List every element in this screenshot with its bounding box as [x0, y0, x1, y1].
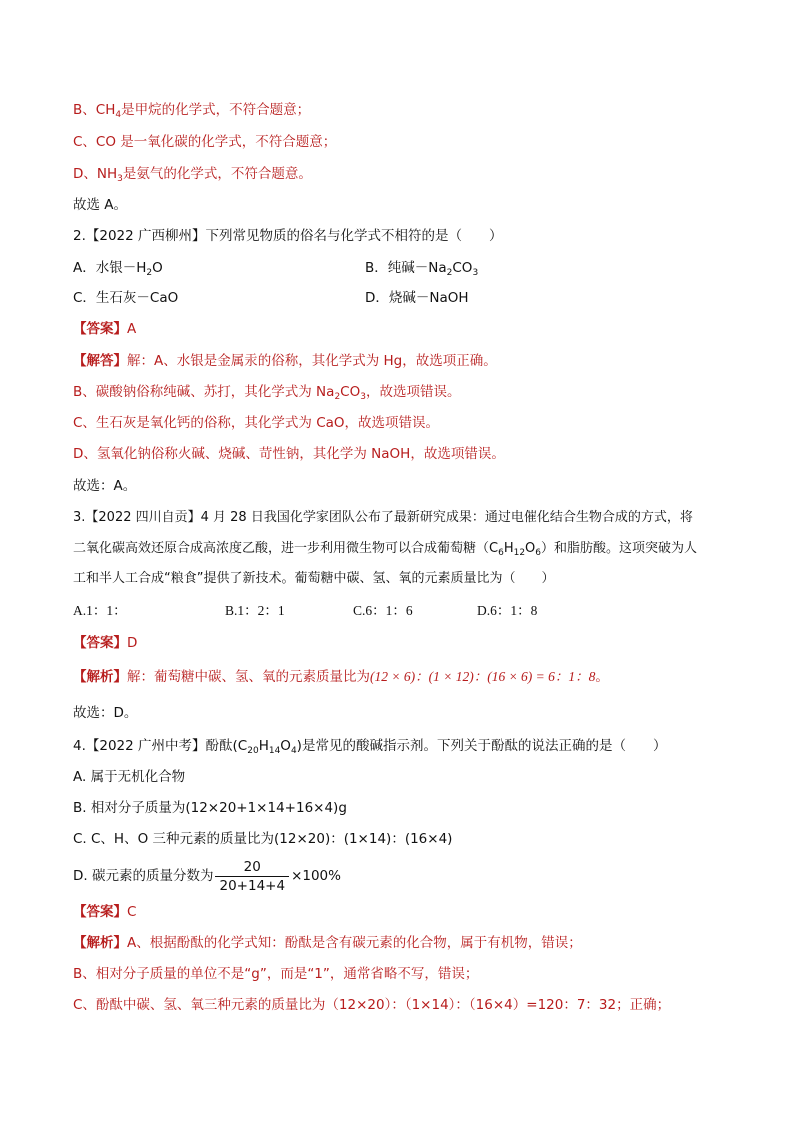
q1-option-c-explanation: C、CO 是一氧化碳的化学式，不符合题意； — [73, 134, 337, 150]
q3-explanation-formula: (12 × 6)：(1 × 12)：(16 × 6) = 6：1：8 — [370, 669, 596, 684]
q3-option-c: C.6：1：6 — [353, 603, 413, 618]
q3-option-a: A.1：1： — [73, 603, 127, 618]
q2-option-d: D．烧碱－NaOH — [365, 290, 469, 306]
q4-answer: 【答案】C — [73, 904, 137, 920]
q2-option-b: B．纯碱$-Na_2CO_3$ — [365, 260, 479, 278]
q3-answer: 【答案】D — [73, 635, 138, 651]
q2-choice: 故选：A。 — [73, 478, 137, 494]
q2-option-a: A．水银$-H_2O$ — [73, 260, 163, 278]
q3-stem-line-2: 二氧化碳高效还原合成高浓度乙酸，进一步利用微生物可以合成葡萄糖$(C_6H_{12}O_6)$和脂肪酸。这项突破为人 — [73, 541, 698, 558]
q2-explanation-4: D、氢氧化钠俗称火碱、烧碱、苛性钠，其化学为 NaOH，故选项错误。 — [73, 446, 505, 462]
q4-option-d-fraction: $\frac{20}{20+14+4}$ — [215, 858, 289, 895]
q3-explanation: 【解析】解：葡萄糖中碳、氢、氧的元素质量比为(12 × 6)：(1 × 12)：(16 × 6) = 6：1：8。 — [73, 669, 609, 685]
q2-explanation-3: C、生石灰是氧化钙的俗称，其化学式为 CaO，故选项错误。 — [73, 415, 440, 431]
q2-stem: 2.【2022 广西柳州】下列常见物质的俗名与化学式不相符的是（ ） — [73, 228, 503, 244]
q4-option-c: C. C、H、O 三种元素的质量比为(12×20)：(1×14)：(16×4) — [73, 831, 453, 847]
q2-option-c: C．生石灰－CaO — [73, 290, 179, 306]
q4-explanation-3: C、酚酞中碳、氢、氧三种元素的质量比为（12×20）：（1×14）：（16×4）=120：7：32；正确； — [73, 997, 671, 1013]
q2-options-row-1 — [73, 259, 733, 277]
q2-explanation-2: B、碳酸钠俗称纯碱、苏打，其化学式为 $Na_2CO_3$，故选项错误。 — [73, 384, 461, 402]
q4-explanation-2: B、相对分子质量的单位不是“g”，而是“1”，通常省略不写，错误； — [73, 966, 479, 982]
q4-option-b: B. 相对分子质量为(12×20+1×14+16×4)g — [73, 800, 347, 816]
q1-option-d-explanation: D、$NH_3$是氨气的化学式，不符合题意。 — [73, 166, 312, 184]
q1-choice: 故选 A。 — [73, 197, 128, 213]
q2-explanation-1: 【解答】解：A、水银是金属汞的俗称，其化学式为 Hg，故选项正确。 — [73, 353, 497, 369]
q3-stem-line-3: 工和半人工合成“粮食”提供了新技术。葡萄糖中碳、氢、氧的元素质量比为（ ） — [73, 571, 555, 586]
q4-stem: 4.【2022 广州中考】酚酞$(C_{20}H_{14}O_4)$是常见的酸碱指示剂。下列关于酚酞的说法正确的是（ ） — [73, 738, 667, 756]
q3-choice: 故选：D。 — [73, 705, 138, 721]
q2-answer: 【答案】A — [73, 321, 137, 337]
q4-option-a: A. 属于无机化合物 — [73, 769, 186, 785]
q3-stem-line-1: 3.【2022 四川自贡】4 月 28 日我国化学家团队公布了最新研究成果：通过电催化结合生物合成的方式，将 — [73, 510, 693, 525]
q1-option-b-explanation: B、$CH_4$是甲烷的化学式，不符合题意； — [73, 102, 311, 120]
q4-option-d: D. 碳元素的质量分数为 $\frac{20}{20+14+4}$ ×100% — [73, 858, 341, 894]
q3-option-b: B.1：2：1 — [225, 603, 285, 618]
q2-options-row-2 — [73, 289, 733, 307]
q3-option-d: D.6：1：8 — [477, 603, 538, 618]
q4-explanation-1: 【解析】A、根据酚酞的化学式知：酚酞是含有碳元素的化合物，属于有机物，错误； — [73, 935, 582, 951]
